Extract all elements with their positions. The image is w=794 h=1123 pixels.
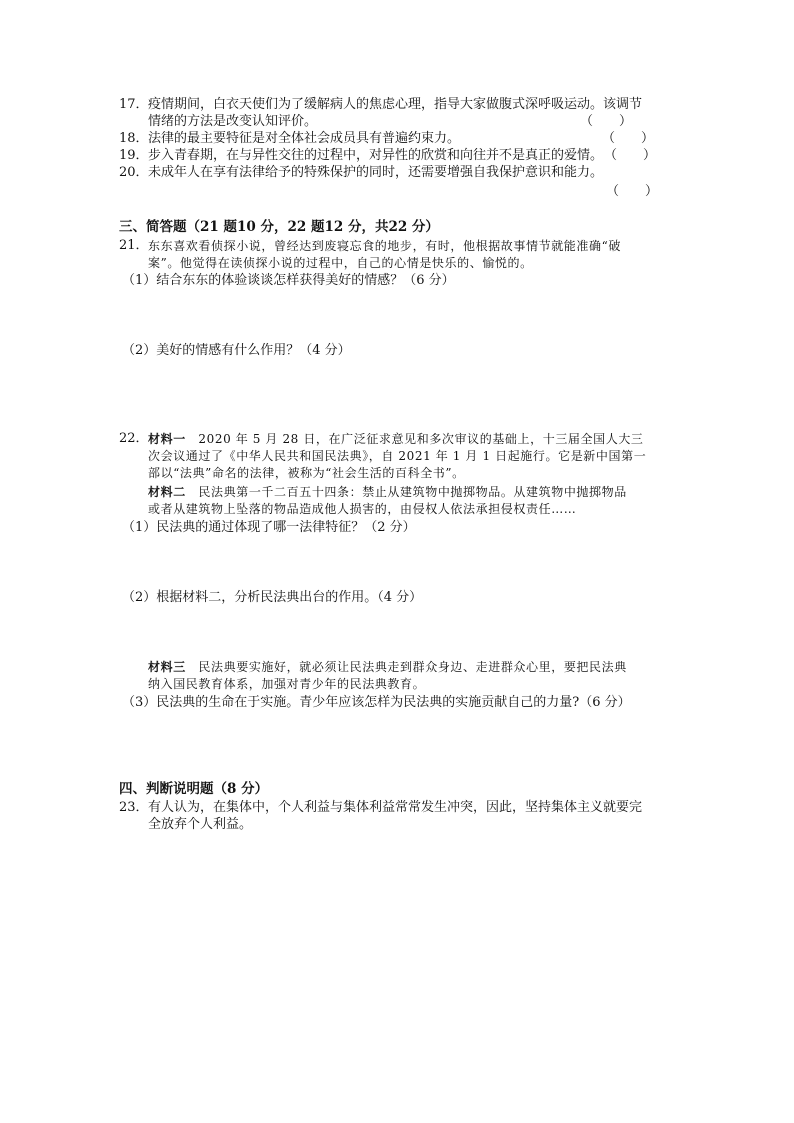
question-text: 疫情期间，白衣天使们为了缓解病人的焦虑心理，指导大家做腹式深呼吸运动。该调节: [148, 97, 643, 112]
material-1-text: 2020 年 5 月 28 日，在广泛征求意见和多次审议的基础上，十三届全国人大三: [185, 432, 644, 446]
material-3-text: 民法典要实施好，就必须让民法典走到群众身边、走进群众心里，要把民法典: [185, 660, 627, 674]
subquestion-22-3: （3）民法典的生命在于实施。青少年应该怎样为民法典的实施贡献自己的力量?（6 分）: [122, 695, 631, 710]
answer-paren: （ ）: [580, 114, 633, 129]
question-text: 法律的最主要特征是对全体社会成员具有普遍约束力。: [148, 131, 461, 146]
material-2-text: 民法典第一千二百五十四条：禁止从建筑物中抛掷物品。从建筑物中抛掷物品: [185, 485, 627, 499]
subquestion-21-1: （1）结合东东的体验谈谈怎样获得美好的情感？（6 分）: [122, 273, 455, 288]
answer-paren: （ ）: [606, 184, 659, 199]
answer-paren: （ ）: [602, 131, 655, 146]
question-text: 东东喜欢看侦探小说，曾经达到废寝忘食的地步，有时，他根据故事情节就能准确“破: [148, 239, 621, 253]
material-2-label: 材料二: [148, 485, 186, 499]
section-4-heading: 四、判断说明题（8 分）: [119, 781, 269, 797]
question-text: 全放弃个人利益。: [148, 817, 253, 832]
section-3-heading: 三、简答题（21 题10 分，22 题12 分，共22 分）: [119, 219, 439, 235]
subquestion-22-2: （2）根据材料二，分析民法典出台的作用。（4 分）: [122, 590, 423, 605]
question-number: 21．: [119, 238, 149, 253]
subquestion-22-1: （1）民法典的通过体现了哪一法律特征？（2 分）: [122, 520, 416, 535]
answer-paren: （ ）: [604, 148, 657, 163]
question-number: 19．: [119, 148, 149, 163]
question-text: 案”。他觉得在读侦探小说的过程中，自己的心情是快乐的、愉悦的。: [148, 256, 533, 270]
material-3-text: 纳入国民教育体系，加强对青少年的民法典教育。: [148, 677, 426, 691]
question-number: 23．: [119, 800, 149, 815]
question-number: 17．: [119, 97, 149, 112]
question-text: 情绪的方法是改变认知评价。: [148, 114, 318, 129]
question-text: 步入青春期，在与异性交往的过程中，对异性的欣赏和向往并不是真正的爱情。: [148, 148, 604, 163]
question-number: 20．: [119, 165, 149, 180]
material-1-text: 部以“法典”命名的法律，被称为“社会生活的百科全书”。: [148, 466, 465, 480]
material-1-text: 次会议通过了《中华人民共和国民法典》，自 2021 年 1 月 1 日起施行。它是新中国第一: [148, 449, 647, 463]
subquestion-21-2: （2）美好的情感有什么作用？（4 分）: [122, 343, 351, 358]
question-number: 18．: [119, 131, 149, 146]
material-3-label: 材料三: [148, 660, 186, 674]
question-text: 未成年人在享有法律给予的特殊保护的同时，还需要增强自我保护意识和能力。: [148, 165, 604, 180]
question-number: 22．: [119, 431, 149, 446]
question-text: 有人认为，在集体中，个人利益与集体利益常常发生冲突，因此，坚持集体主义就要完: [148, 800, 643, 815]
material-2-text: 或者从建筑物上坠落的物品造成他人损害的，由侵权人依法承担侵权责任……: [148, 502, 577, 516]
material-1-label: 材料一: [148, 432, 186, 446]
